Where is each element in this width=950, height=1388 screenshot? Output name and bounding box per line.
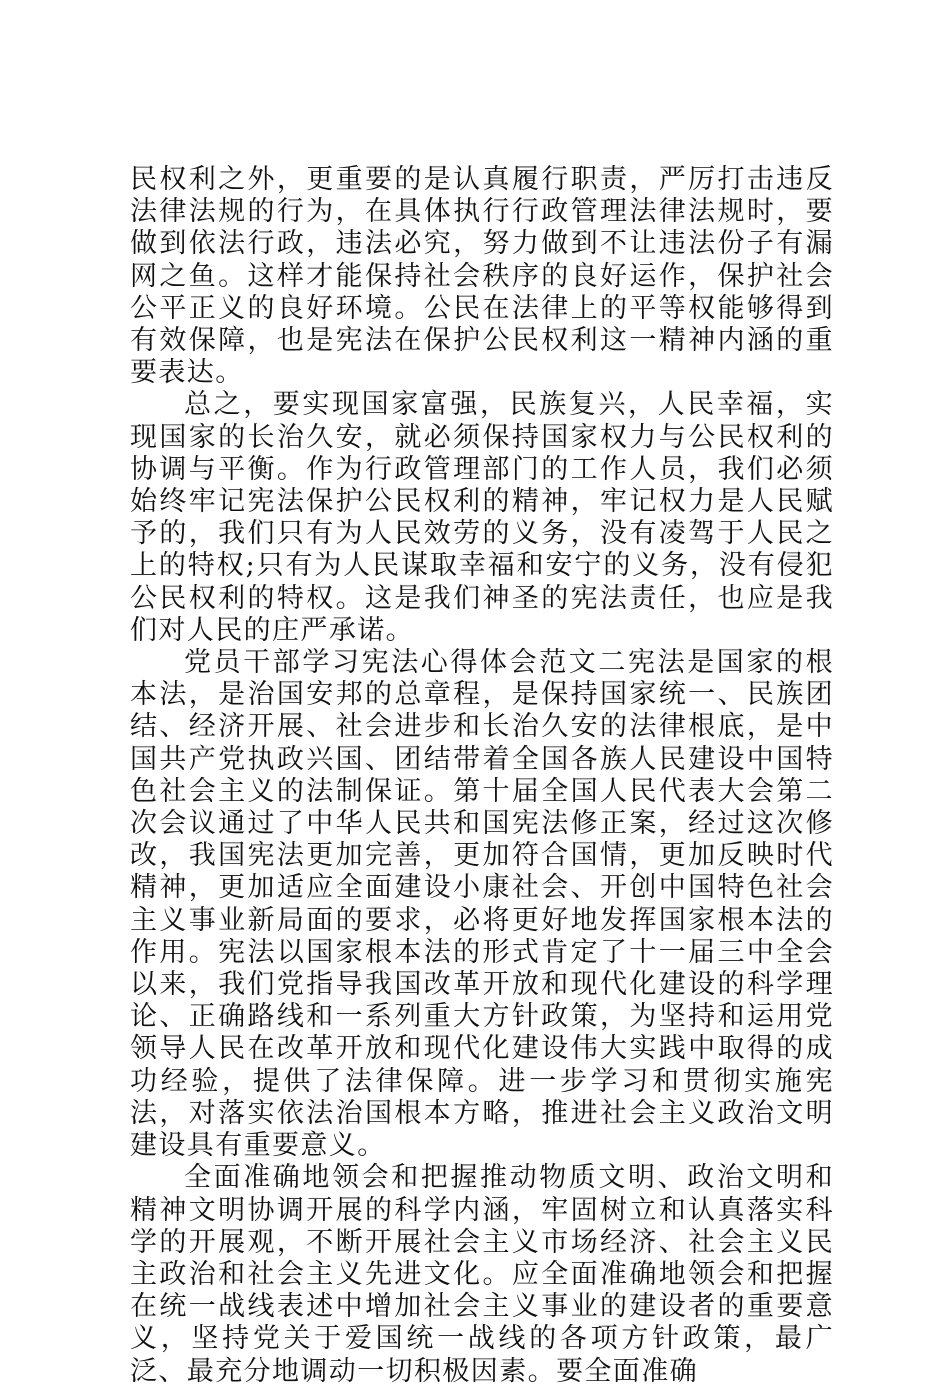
paragraph-2: 总之，要实现国家富强，民族复兴，人民幸福，实现国家的长治久安，就必须保持国家权力与公民权利的协调与平衡。作为行政管理部门的工作人员，我们必须始终牢记宪法保护公民权利的精神，牢记权力是人民赋予的，我们只有为人民效劳的义务，没有凌驾于人民之上的特权;只有为人民谋取幸福和安宁的义务，没有侵犯公民权利的特权。这是我们神圣的宪法责任，也应是我们对人民的庄严承诺。 [130,389,834,646]
paragraph-3: 党员干部学习宪法心得体会范文二宪法是国家的根本法，是治国安邦的总章程，是保持国家统一、民族团结、经济开展、社会进步和长治久安的法律根底，是中国共产党执政兴国、团结带着全国各族人民建设中国特色社会主义的法制保证。第十届全国人民代表大会第二次会议通过了中华人民共和国宪法修正案，经过这次修改，我国宪法更加完善，更加符合国情，更加反映时代精神，更加适应全面建设小康社会、开创中国特色社会主义事业新局面的要求，必将更好地发挥国家根本法的作用。宪法以国家根本法的形式肯定了十一届三中全会以来，我们党指导我国改革开放和现代化建设的科学理论、正确路线和一系列重大方针政策，为坚持和运用党领导人民在改革开放和现代化建设伟大实践中取得的成功经验，提供了法律保障。进一步学习和贯彻实施宪法，对落实依法治国根本方略，推进社会主义政治文明建设具有重要意义。 [130,647,834,1162]
document-body [130,164,834,1388]
paragraph-1: 民权利之外，更重要的是认真履行职责，严厉打击违反法律法规的行为，在具体执行行政管理法律法规时，要做到依法行政，违法必究，努力做到不让违法份子有漏网之鱼。这样才能保持社会秩序的良好运作，保护社会公平正义的良好环境。公民在法律上的平等权能够得到有效保障，也是宪法在保护公民权利这一精神内涵的重要表达。 [130,164,834,389]
paragraph-4: 全面准确地领会和把握推动物质文明、政治文明和精神文明协调开展的科学内涵，牢固树立和认真落实科学的开展观，不断开展社会主义市场经济、社会主义民主政治和社会主义先进文化。应全面准确地领会和把握在统一战线表述中增加社会主义事业的建设者的重要意义，坚持党关于爱国统一战线的各项方针政策，最广泛、最充分地调动一切积极因素。要全面准确 [130,1162,834,1387]
